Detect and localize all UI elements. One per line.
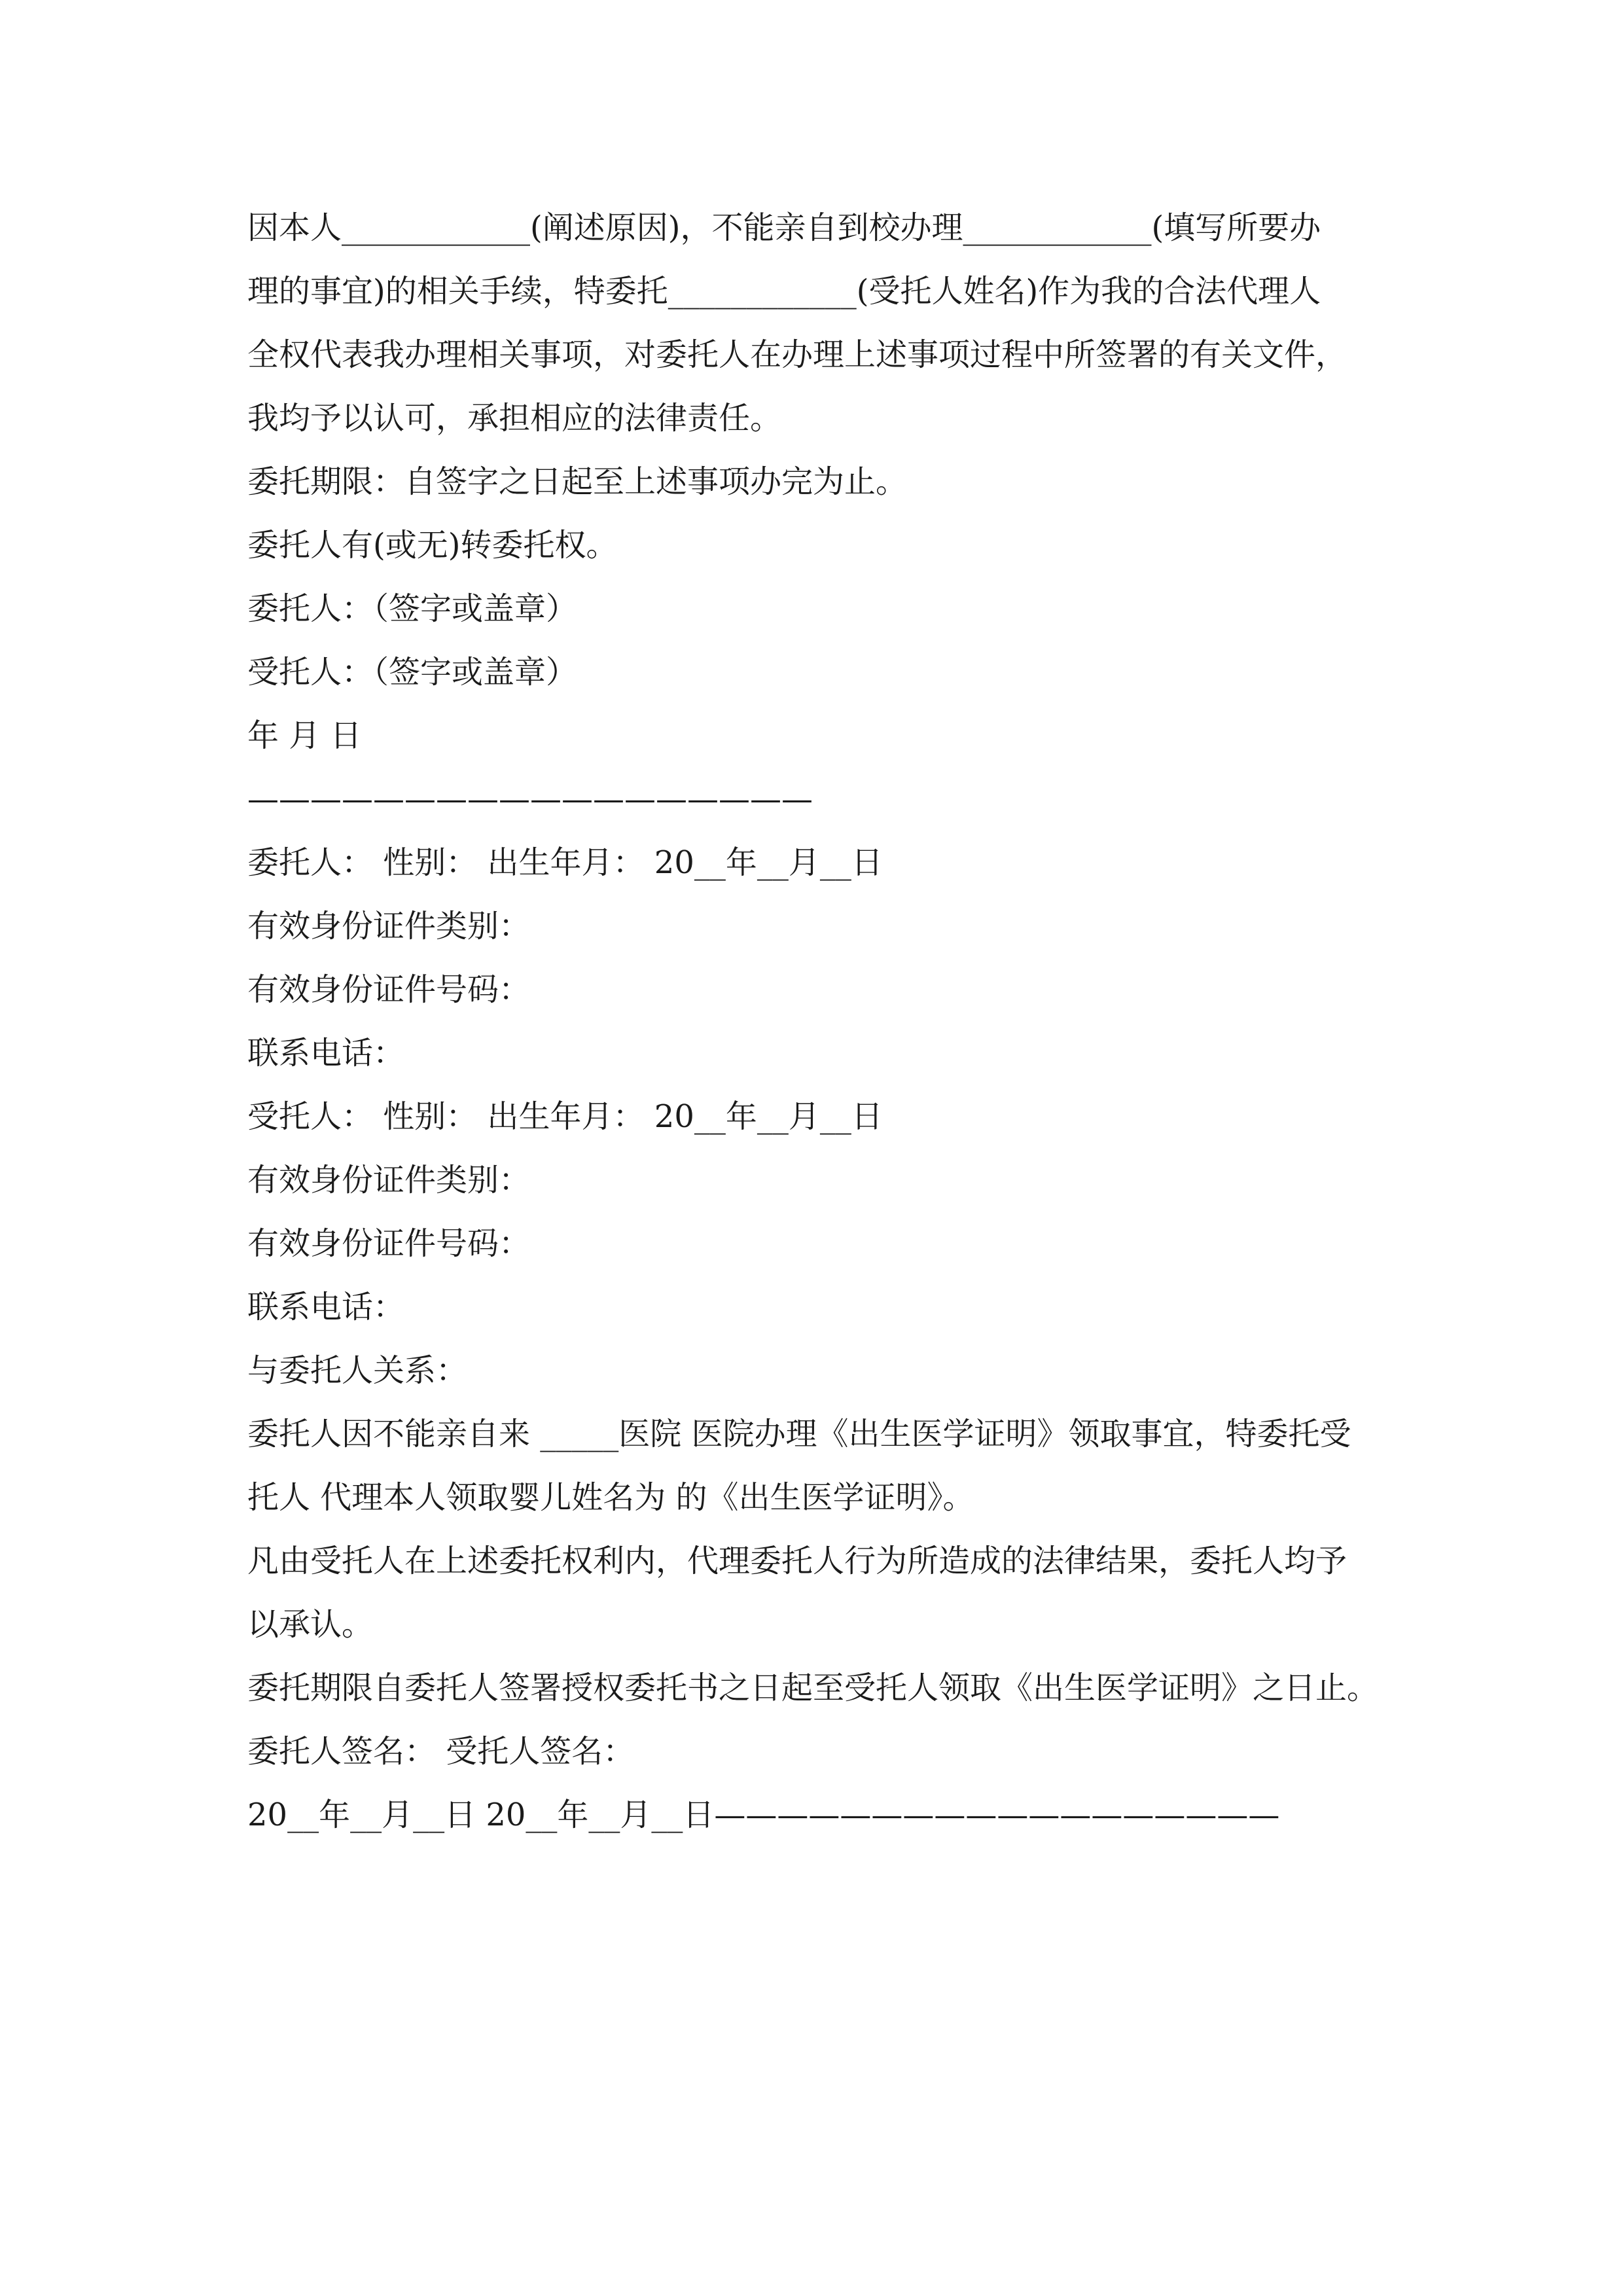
- text-line: 有效身份证件号码：: [247, 971, 531, 1008]
- text-line: 联系电话：: [247, 1289, 405, 1325]
- text-line: 有效身份证件类别：: [247, 1162, 531, 1198]
- text-line: 我均予以认可，承担相应的法律责任。: [247, 400, 782, 437]
- text-line: 全权代表我办理相关事项，对委托人在办理上述事项过程中所签署的有关文件，: [247, 336, 1347, 373]
- text-line: 联系电话：: [247, 1035, 405, 1071]
- text-line: 委托人： 性别： 出生年月： 20__年__月__日: [247, 844, 883, 881]
- text-line: 委托期限：自签字之日起至上述事项办完为止。: [247, 463, 908, 500]
- signature-date-line: 20__年__月__日 20__年__月__日——————————————————: [247, 1797, 1280, 1833]
- signature-line: 委托人签名： 受托人签名：: [247, 1733, 635, 1770]
- text-line: 与委托人关系：: [247, 1352, 468, 1389]
- separator-line: ——————————————————: [247, 781, 813, 817]
- text-line: 委托人因不能亲自来 _____医院 医院办理《出生医学证明》领取事宜，特委托受: [247, 1416, 1351, 1452]
- text-line: 因本人____________(阐述原因)，不能亲自到校办理____________(填写所要办: [247, 209, 1321, 246]
- date-line: 年 月 日: [247, 717, 362, 754]
- text-line: 托人 代理本人领取婴儿姓名为 的《出生医学证明》。: [247, 1479, 974, 1516]
- document-body: [247, 196, 1409, 1847]
- text-line: 受托人：（签字或盖章）: [247, 654, 578, 691]
- text-line: 有效身份证件号码：: [247, 1225, 531, 1262]
- text-line: 委托人：（签字或盖章）: [247, 590, 578, 627]
- text-line: 理的事宜)的相关手续，特委托____________(受托人姓名)作为我的合法代理人: [247, 273, 1321, 310]
- text-line: 委托人有(或无)转委托权。: [247, 527, 618, 564]
- text-line: 受托人： 性别： 出生年月： 20__年__月__日: [247, 1098, 883, 1135]
- text-line: 有效身份证件类别：: [247, 908, 531, 944]
- text-line: 凡由受托人在上述委托权利内，代理委托人行为所造成的法律结果，委托人均予: [247, 1543, 1347, 1579]
- text-line: 委托期限自委托人签署授权委托书之日起至受托人领取《出生医学证明》之日止。: [247, 1670, 1379, 1706]
- text-line: 以承认。: [247, 1606, 374, 1643]
